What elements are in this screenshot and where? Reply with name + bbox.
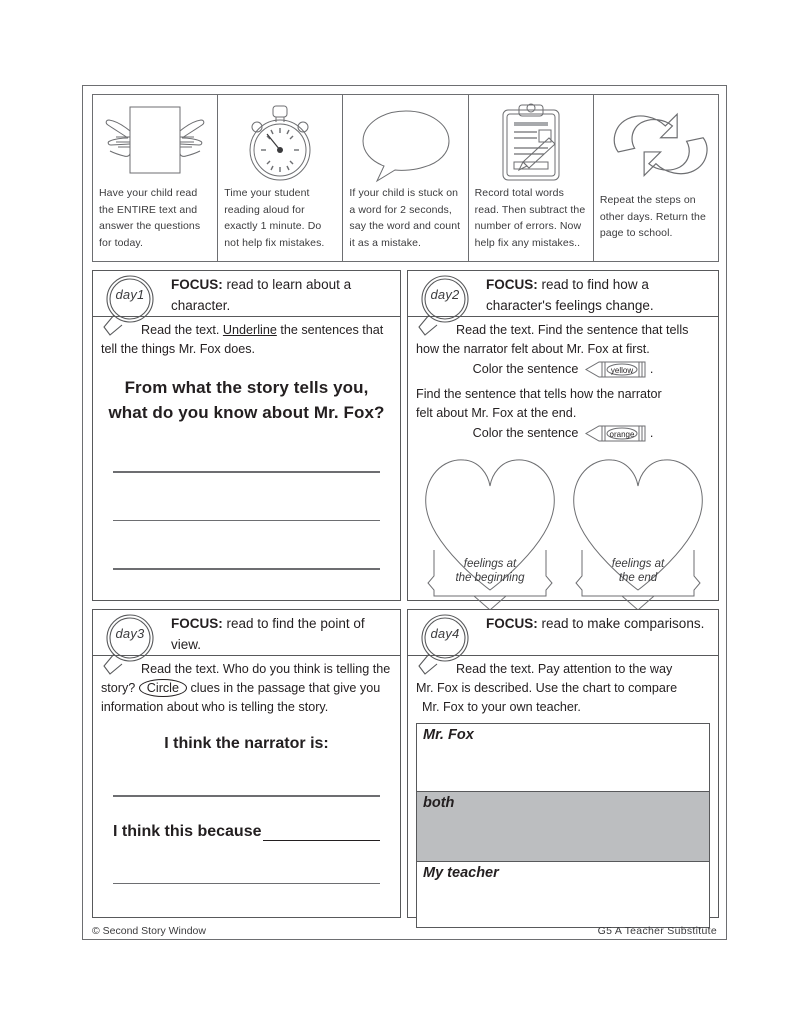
instruction-step-1-text: Have your child read the ENTIRE text and answer the questions for today.: [99, 187, 201, 249]
day3-dir-part2: clues in the passage that give you information about who is telling the story.: [101, 681, 381, 714]
heart-beginning-line2: the beginning: [455, 572, 525, 584]
day4-badge-label: day4: [430, 626, 460, 641]
day1-focus-label: FOCUS:: [171, 277, 223, 292]
day1-badge-label: day1: [115, 287, 145, 302]
day1-focus-text: [171, 274, 394, 316]
day2-color-instruction-2: [416, 424, 710, 448]
day2-dir-line1: Read the text. Find the sentence that tells: [456, 323, 689, 337]
instruction-step-3: [343, 95, 468, 261]
day2-directions: [416, 321, 710, 359]
day1-prompt: [101, 375, 392, 425]
speech-bubble-icon: [349, 99, 461, 185]
day3-dir-circled: Circle: [139, 679, 187, 697]
day1-answer-line-3[interactable]: [113, 568, 380, 570]
day4-focus-body: read to make comparisons.: [537, 616, 705, 631]
day3-directions: [101, 660, 392, 717]
day1-body: [93, 317, 400, 570]
day3-focus-label: FOCUS:: [171, 616, 223, 631]
instruction-step-4-text: Record total words read. Then subtract the number of errors. Now help fix any mistakes..: [474, 187, 586, 249]
day3-answer-line-2[interactable]: [113, 883, 380, 885]
crayon-yellow-label: yellow: [610, 366, 633, 375]
heart-end[interactable]: [564, 450, 712, 600]
day2-color-label-1: Color the sentence: [472, 362, 579, 376]
day1-dir-part2: the sentences that tell the things Mr. Fox does.: [101, 323, 384, 356]
day2-dir-line3: Find the sentence that tells how the narrator: [416, 387, 662, 401]
day4-panel: [407, 609, 719, 918]
day4-focus-label: FOCUS:: [486, 616, 538, 631]
day2-color-period-2: .: [649, 426, 654, 440]
instruction-step-1: [93, 95, 218, 261]
crayon-orange-label: orange: [609, 430, 635, 439]
heart-end-line2: the end: [618, 572, 658, 584]
day3-prompt: I think the narrator is:: [164, 735, 329, 752]
day1-prompt-line2: what do you know about Mr. Fox?: [108, 403, 385, 422]
heart-beginning-label: [416, 557, 564, 585]
instruction-step-2-text: Time your student reading aloud for exactly 1 minute. Do not help fix mistakes.: [224, 187, 325, 249]
instruction-strip: [92, 94, 719, 262]
instruction-step-5: [594, 95, 718, 261]
day2-color-label-2: Color the sentence: [472, 426, 579, 440]
day3-because-row: [113, 823, 380, 841]
day3-badge-label: day3: [115, 626, 145, 641]
crayon-orange-icon: [583, 425, 649, 448]
day3-panel: [92, 609, 401, 918]
day2-dir-line2: how the narrator felt about Mr. Fox at first.: [416, 342, 650, 356]
day2-panel: [407, 270, 719, 601]
hands-holding-paper-icon: [99, 99, 211, 185]
day2-focus-label: FOCUS:: [486, 277, 538, 292]
day2-focus-text: [486, 274, 712, 316]
page-footer: [92, 923, 717, 939]
clipboard-pencil-icon: [475, 99, 587, 185]
table-row[interactable]: Mr. Fox: [417, 724, 709, 792]
day2-directions-2: [416, 385, 710, 423]
worksheet-page: [82, 85, 727, 940]
day2-color-instruction-1: [416, 360, 710, 384]
day3-focus-text: [171, 613, 394, 655]
stopwatch-icon: [224, 99, 336, 185]
heart-beginning-line1: feelings at: [463, 558, 517, 570]
day3-because-label: I think this because: [113, 822, 262, 840]
day2-focus-bar: [408, 271, 718, 317]
day4-directions: [416, 660, 710, 717]
day2-hearts-area: [416, 450, 710, 600]
instruction-step-5-text: Repeat the steps on other days. Return the page to school.: [599, 194, 706, 239]
footer-copyright: © Second Story Window: [92, 925, 206, 937]
instruction-step-3-text: If your child is stuck on a word for 2 seconds, say the word and count it as a mistake.: [349, 187, 461, 249]
day1-dir-part1: Read the text.: [141, 323, 223, 337]
footer-title: G5 A Teacher Substitute: [597, 925, 717, 937]
instruction-step-2: [218, 95, 343, 261]
day1-focus-bar: [93, 271, 400, 317]
day3-focus-body: read to find the point of view.: [171, 616, 365, 652]
day4-dir-line2: Mr. Fox is described. Use the chart to compare: [416, 681, 678, 695]
day4-dir-line1: Read the text. Pay attention to the way: [456, 662, 673, 676]
day4-body: [408, 656, 718, 717]
day1-prompt-line1: From what the story tells you,: [124, 378, 369, 397]
crayon-yellow-icon: [583, 361, 649, 384]
day4-focus-text: [486, 613, 712, 634]
instruction-step-4: [469, 95, 594, 261]
day2-body: [408, 317, 718, 600]
day1-panel: [92, 270, 401, 601]
heart-end-line1: feelings at: [611, 558, 665, 570]
day1-dir-underlined: Underline: [222, 323, 277, 337]
day1-focus-body: read to learn about a character.: [171, 277, 352, 313]
day3-dir-part1: Read the text. Who do you think is telling the story?: [101, 662, 391, 695]
day3-because-blank[interactable]: [263, 823, 380, 841]
heart-end-label: [564, 557, 712, 585]
heart-beginning[interactable]: [416, 450, 564, 600]
table-row[interactable]: My teacher: [417, 862, 709, 927]
day2-dir-line4: felt about Mr. Fox at the end.: [416, 406, 577, 420]
table-row[interactable]: both: [417, 792, 709, 862]
day3-body: [93, 656, 400, 884]
recycle-arrows-icon: [600, 99, 712, 185]
day3-focus-bar: [93, 610, 400, 656]
day4-focus-bar: [408, 610, 718, 656]
day4-dir-line3: Mr. Fox to your own teacher.: [422, 700, 581, 714]
comparison-table: [416, 723, 710, 928]
day2-color-period-1: .: [649, 362, 654, 376]
day1-directions: [101, 321, 392, 359]
day2-focus-body: read to find how a character's feelings change.: [486, 277, 654, 313]
day2-badge-label: day2: [430, 287, 460, 302]
